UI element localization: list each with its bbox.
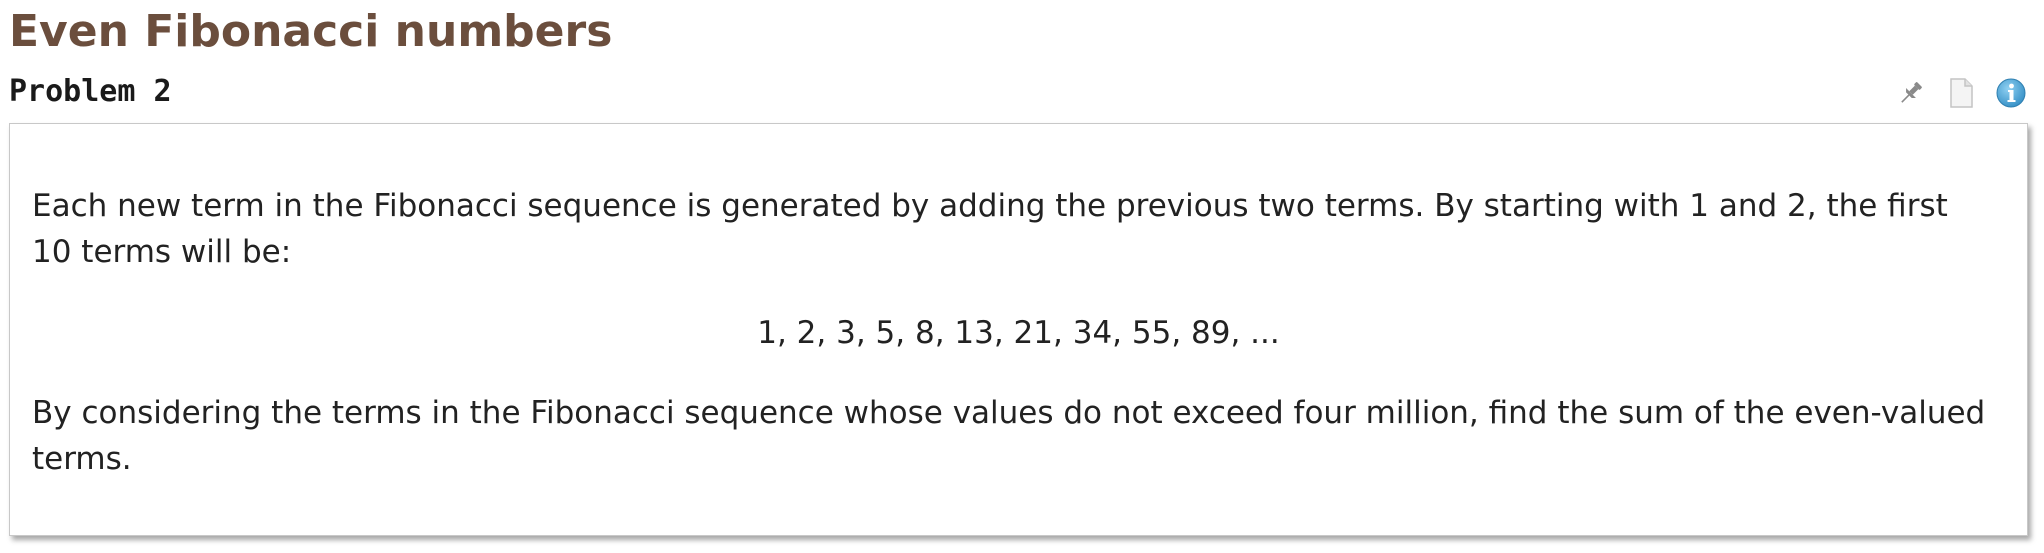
info-icon[interactable] [1994,76,2028,110]
problem-number: Problem 2 [9,74,172,109]
fibonacci-sequence: 1, 2, 3, 5, 8, 13, 21, 34, 55, 89, ... [757,315,1280,351]
problem-content [9,123,2028,536]
problem-paragraph-2: By considering the terms in the Fibonacci sequence whose values do not exceed four million, find the sum of the even-valued terms. [32,395,1986,477]
problem-title: Even Fibonacci numbers [9,6,613,57]
document-icon[interactable] [1944,76,1978,110]
problem-icon-bar [1894,76,2028,110]
problem-paragraph-1: Each new term in the Fibonacci sequence is generated by adding the previous two terms. By starting with 1 and 2, the first 10 terms will be: [32,188,1948,270]
pin-icon[interactable] [1894,76,1928,110]
